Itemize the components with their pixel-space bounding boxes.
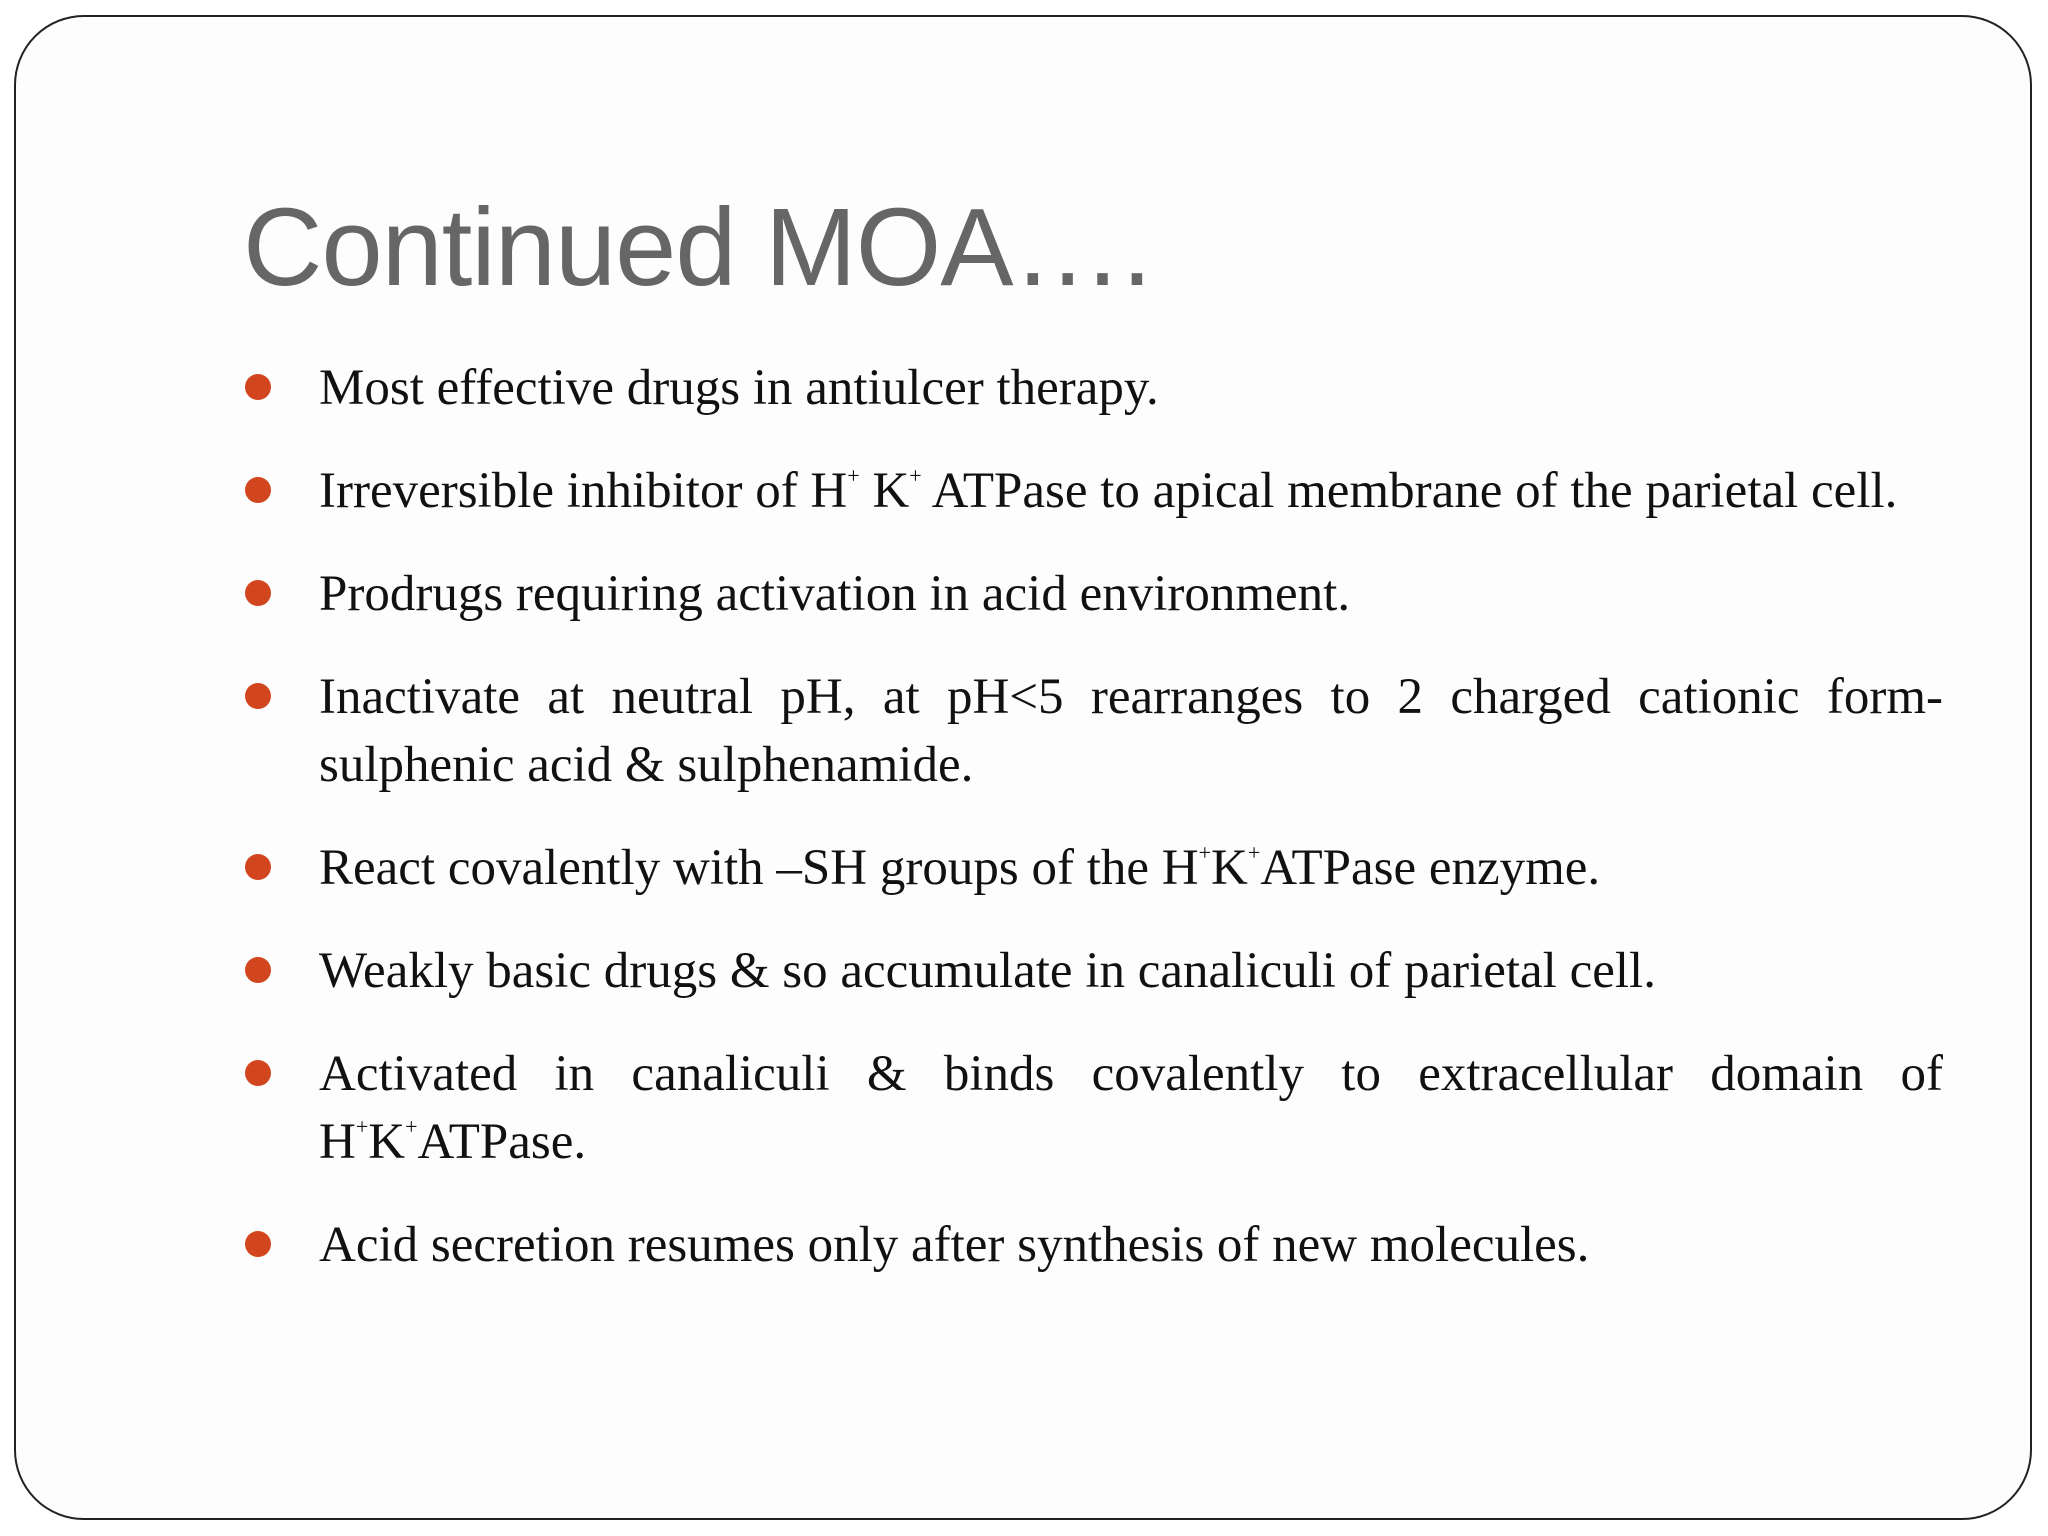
- bullet-dot-icon: [245, 580, 271, 606]
- bullet-list: [243, 354, 1943, 1314]
- superscript: +: [847, 463, 860, 488]
- slide-title: Continued MOA….: [243, 186, 1152, 309]
- bullet-dot-icon: [245, 1060, 271, 1086]
- bullet-dot-icon: [245, 957, 271, 983]
- superscript: +: [909, 463, 922, 488]
- bullet-item: [243, 834, 1943, 902]
- bullet-dot-icon: [245, 854, 271, 880]
- superscript: +: [1247, 840, 1261, 865]
- bullet-dot-icon: [245, 1231, 271, 1257]
- superscript: +: [405, 1114, 418, 1139]
- bullet-text: Most effective drugs in antiulcer therapy.: [319, 360, 1159, 416]
- bullet-item: [243, 937, 1943, 1005]
- bullet-item: [243, 1040, 1943, 1176]
- bullet-text: Weakly basic drugs & so accumulate in canaliculi of parietal cell.: [319, 943, 1656, 999]
- bullet-dot-icon: [245, 477, 271, 503]
- bullet-item: [243, 354, 1943, 422]
- superscript: +: [1198, 840, 1211, 865]
- bullet-text: React covalently with –SH groups of the H+K+ATPase enzyme.: [319, 840, 1601, 896]
- bullet-text: Acid secretion resumes only after synthesis of new molecules.: [319, 1217, 1590, 1273]
- bullet-item: [243, 457, 1943, 525]
- bullet-dot-icon: [245, 374, 271, 400]
- bullet-text: Activated in canaliculi & binds covalently to extracellular domain of H+K+ATPase.: [319, 1046, 1943, 1170]
- bullet-item: [243, 1211, 1943, 1279]
- bullet-dot-icon: [245, 683, 271, 709]
- bullet-text: Irreversible inhibitor of H+ K+ ATPase to apical membrane of the parietal cell.: [319, 463, 1898, 519]
- bullet-text: Inactivate at neutral pH, at pH<5 rearranges to 2 charged cationic form- sulphenic acid & sulphenamide.: [319, 669, 1943, 793]
- slide-frame: [14, 15, 2032, 1520]
- bullet-item: [243, 663, 1943, 799]
- bullet-text: Prodrugs requiring activation in acid environment.: [319, 566, 1351, 622]
- superscript: +: [355, 1114, 369, 1139]
- bullet-item: [243, 560, 1943, 628]
